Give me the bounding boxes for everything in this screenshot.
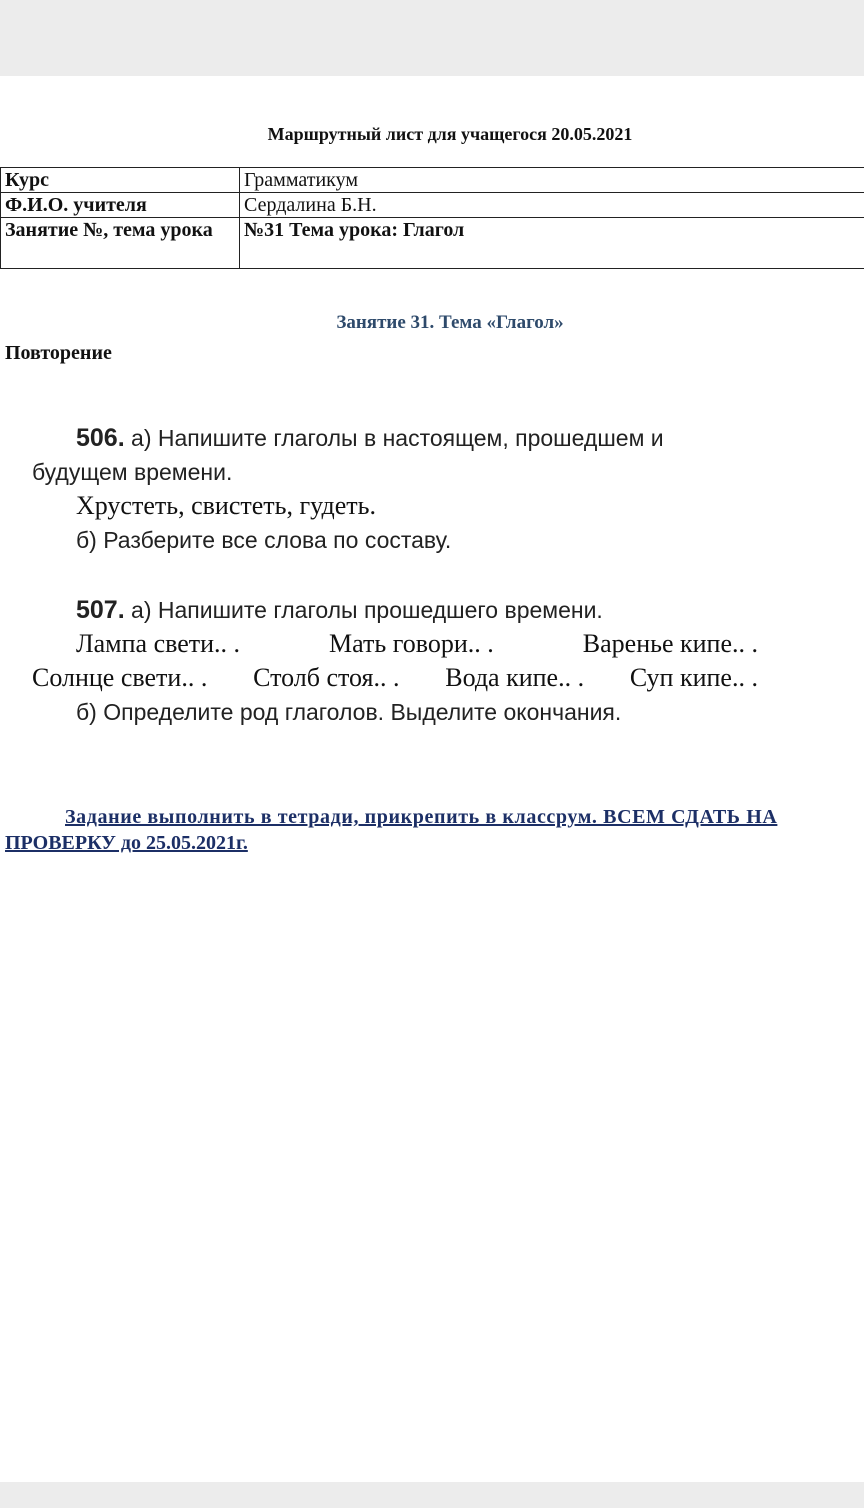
document-page: [0, 76, 864, 1482]
sentence-item: Лампа свети.. .: [76, 629, 241, 658]
sentence-line-1: [32, 627, 772, 661]
exercise-task-a: [32, 593, 772, 627]
sentence-line-2: [32, 661, 772, 695]
sentence-item: Вода кипе.. .: [445, 663, 585, 692]
course-value: Грамматикум: [240, 168, 864, 193]
sentence-item: Мать говори.. .: [329, 629, 494, 658]
sentence-item: Солнце свети.. .: [32, 663, 208, 692]
task-a-text: а) Напишите глаголы прошедшего времени.: [124, 597, 603, 623]
table-row: [1, 168, 864, 193]
exercise-task-a: [32, 421, 772, 455]
assignment-note-line-2: ПРОВЕРКУ до 25.05.2021г.: [5, 832, 248, 854]
exercise-number: 507.: [76, 596, 125, 624]
course-label: Курс: [1, 168, 240, 193]
sentence-item: Суп кипе.. .: [629, 663, 758, 692]
exercise-task-b: б) Разберите все слова по составу.: [76, 527, 452, 553]
table-row: [1, 193, 864, 218]
sentence-item: Столб стоя.. .: [253, 663, 400, 692]
exercise-506: [32, 421, 772, 557]
teacher-label: Ф.И.О. учителя: [1, 193, 240, 218]
task-a-continuation: будущем времени.: [32, 459, 233, 485]
lesson-label: Занятие №, тема урока: [1, 218, 240, 269]
task-a-text: а) Напишите глаголы в настоящем, прошедшем и: [124, 425, 664, 451]
section-label: Повторение: [5, 342, 112, 364]
assignment-note: [5, 804, 864, 856]
table-row: [1, 218, 864, 269]
teacher-value: Сердалина Б.Н.: [240, 193, 864, 218]
exercise-task-b: б) Определите род глаголов. Выделите окончания.: [76, 699, 622, 725]
lesson-value: №31 Тема урока: Глагол: [240, 218, 864, 269]
lesson-info-table: [0, 167, 864, 269]
document-title: Маршрутный лист для учащегося 20.05.2021: [267, 124, 633, 144]
exercise-number: 506.: [76, 424, 125, 452]
assignment-note-line-1: Задание выполнить в тетради, прикрепить в классрум. ВСЕМ СДАТЬ НА: [65, 806, 778, 828]
exercise-words: Хрустеть, свистеть, гудеть.: [76, 491, 377, 520]
exercise-507: [32, 593, 772, 729]
sentence-item: Варенье кипе.. .: [582, 629, 758, 658]
lesson-heading: Занятие 31. Тема «Глагол»: [336, 312, 564, 333]
